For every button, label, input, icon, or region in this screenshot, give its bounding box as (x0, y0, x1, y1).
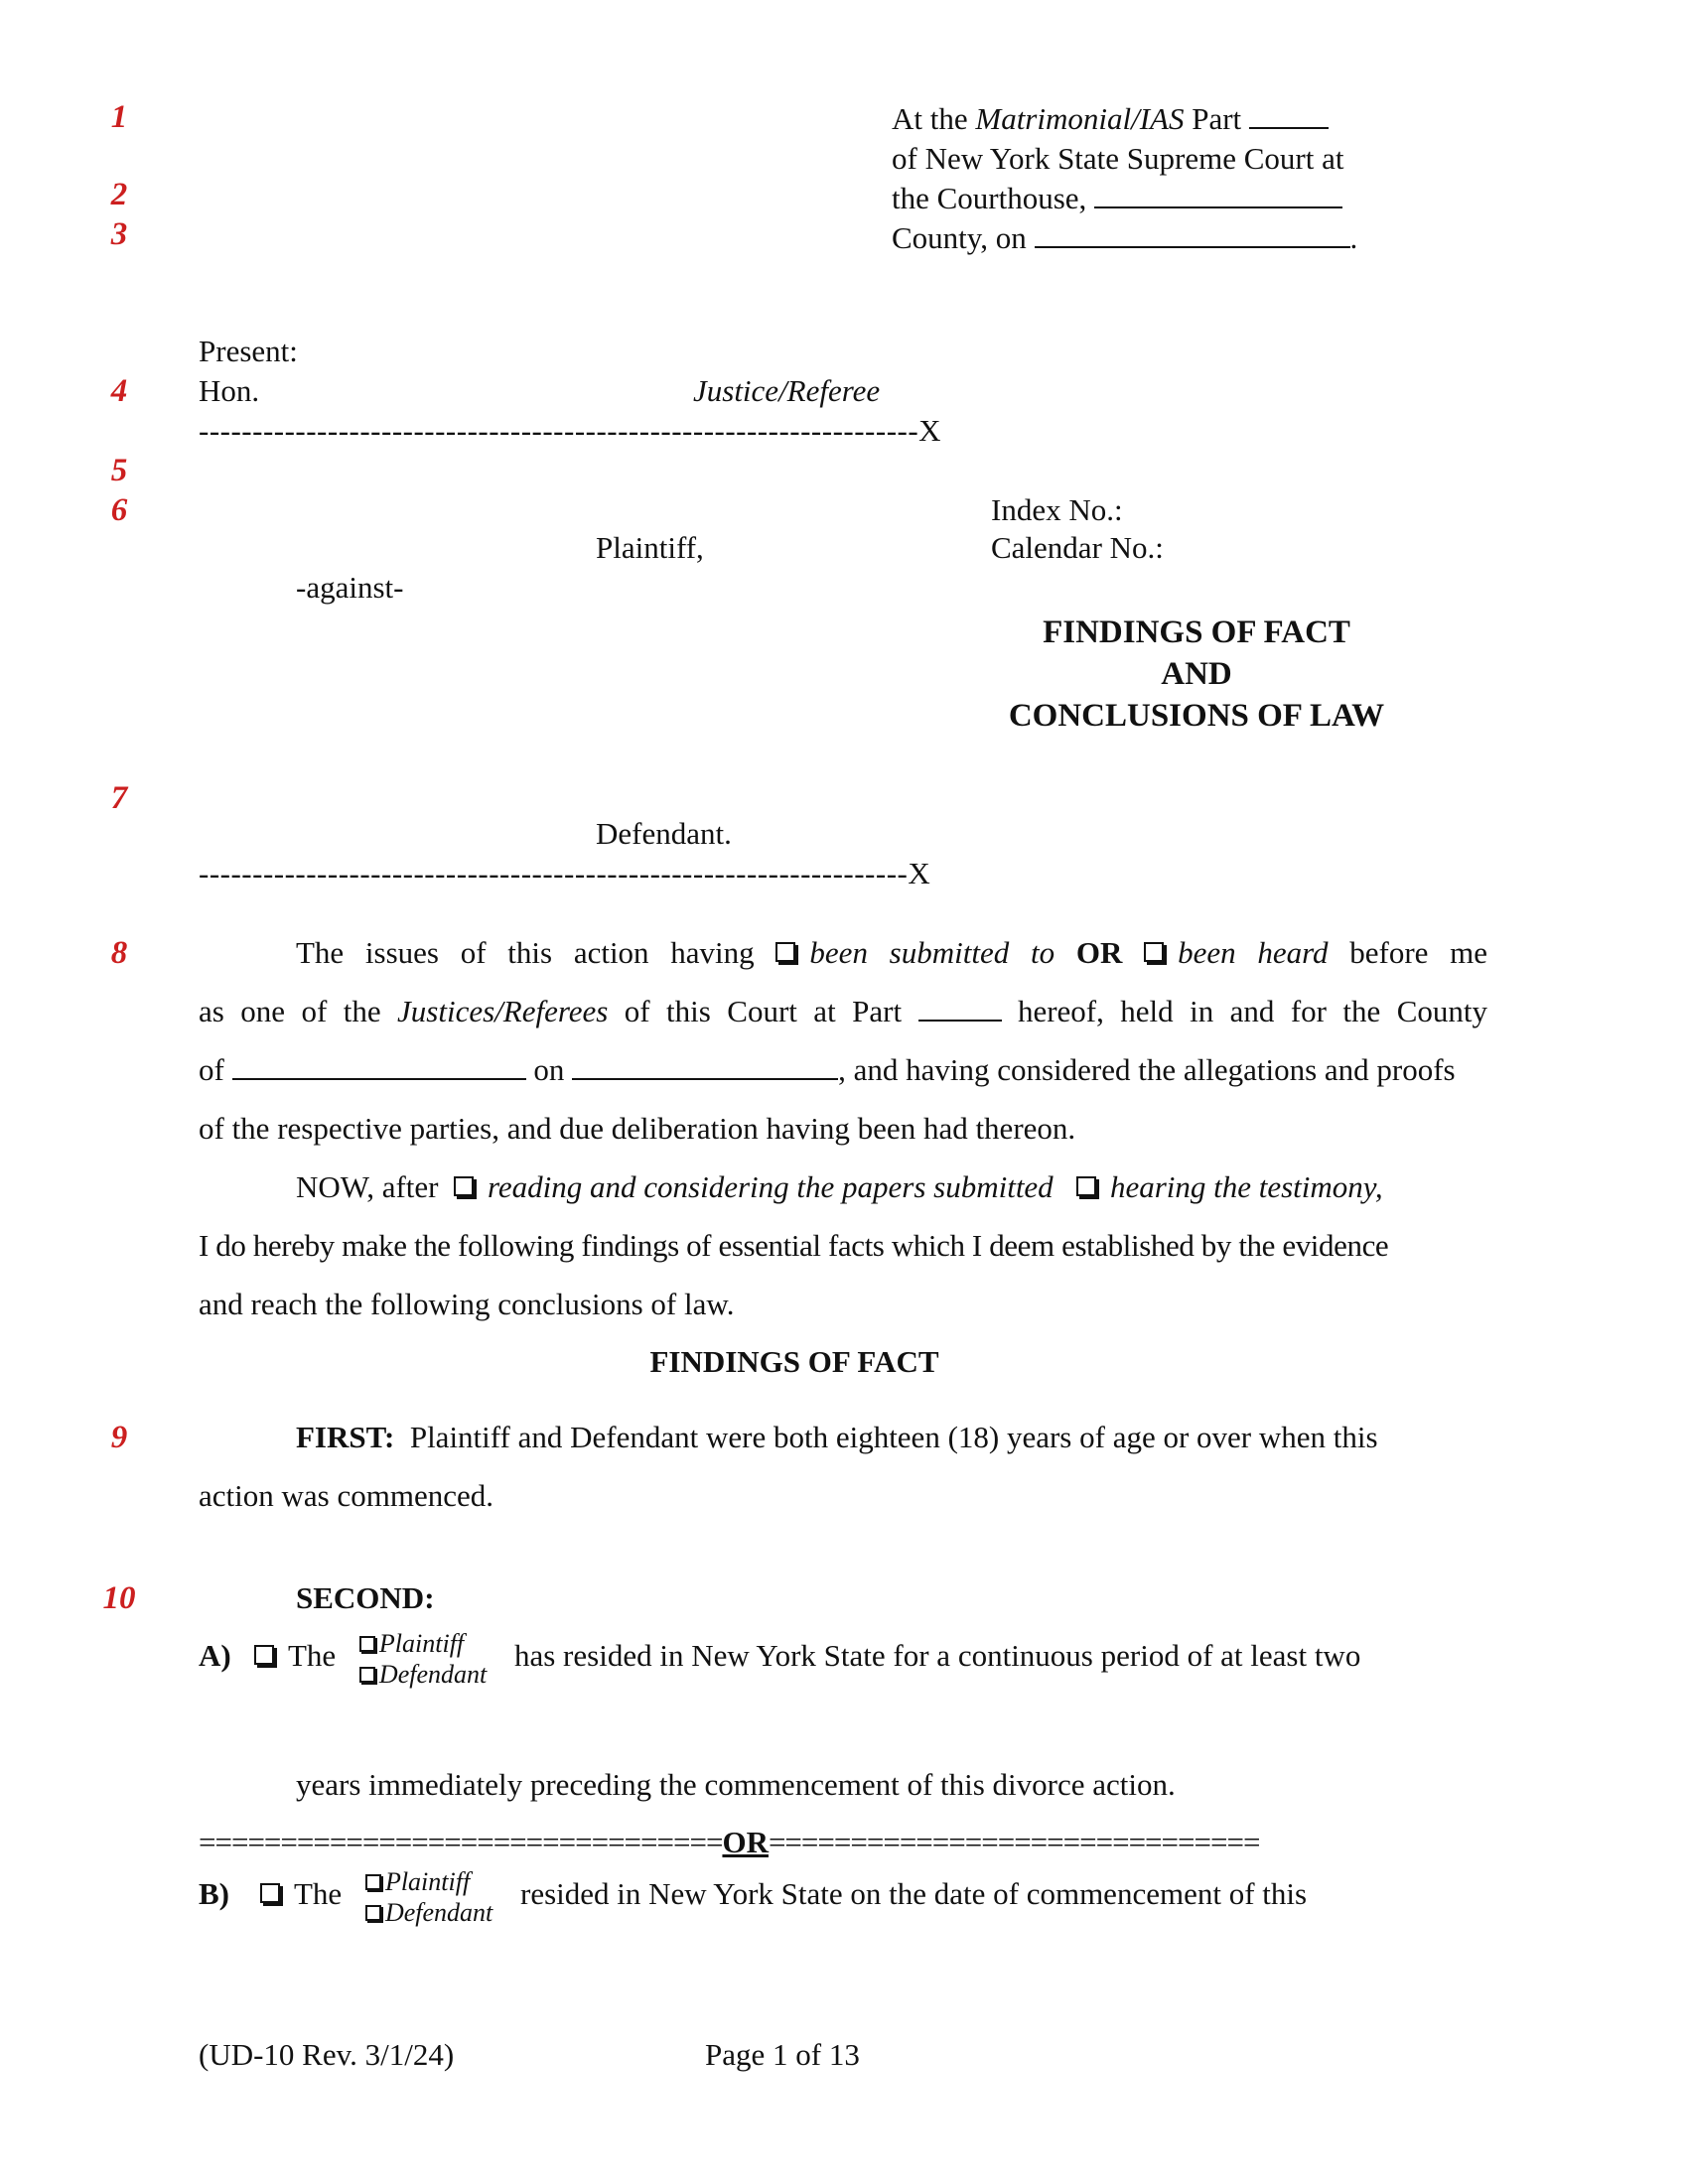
page-number: Page 1 of 13 (705, 2037, 860, 2072)
party-selector-b: Plaintiff Defendant (365, 1866, 492, 1928)
line-number: 4 (110, 373, 128, 409)
caption-block (892, 99, 1357, 258)
caption-divider-bottom: ------------------------------------------------------------------X (199, 856, 931, 890)
caption-line-1: At the Matrimonial/IAS Part (892, 99, 1357, 139)
testimony-checkbox[interactable] (1076, 1176, 1096, 1196)
body-line-4: of the respective parties, and due deliberation having been had thereon. (199, 1111, 1076, 1146)
line-number: 6 (110, 492, 128, 528)
plaintiff-b-checkbox[interactable] (365, 1874, 381, 1890)
line-number: 5 (110, 453, 128, 488)
option-b-row: B) The Plaintiff Defendant resided in New York State on the date of commencement of this (199, 1867, 1308, 1927)
first-finding: FIRST: Plaintiff and Defendant were both eighteen (18) years of age or over when this (296, 1420, 1378, 1454)
option-a-cont: years immediately preceding the commencement of this divorce action. (296, 1767, 1176, 1802)
body-line-3: of on , and having considered the allegations and proofs (199, 1052, 1456, 1087)
date-blank[interactable] (1035, 220, 1350, 248)
index-no-label: Index No.: (991, 492, 1123, 527)
party-selector-a: Plaintiff Defendant (359, 1628, 487, 1690)
line-number: 10 (102, 1580, 136, 1616)
courthouse-blank[interactable] (1094, 181, 1342, 208)
line-number: 3 (110, 216, 128, 252)
papers-checkbox[interactable] (454, 1176, 474, 1196)
caption-line-4: County, on . (892, 220, 1358, 255)
defendant-label: Defendant. (596, 816, 732, 851)
form-id: (UD-10 Rev. 3/1/24) (199, 2037, 455, 2072)
plaintiff-a-checkbox[interactable] (359, 1636, 375, 1652)
plaintiff-label: Plaintiff, (596, 530, 704, 565)
option-a-checkbox[interactable] (254, 1645, 274, 1665)
defendant-b-checkbox[interactable] (365, 1905, 381, 1921)
caption-divider-top: -------------------------------------------------------------------X (199, 413, 942, 448)
option-b-checkbox[interactable] (260, 1883, 280, 1903)
caption-line-2: of New York State Supreme Court at (892, 141, 1344, 176)
calendar-no-label: Calendar No.: (991, 530, 1164, 565)
second-finding-label: SECOND: (296, 1580, 435, 1615)
heard-checkbox[interactable] (1144, 942, 1164, 962)
against-label: -against- (296, 570, 404, 605)
line-number: 2 (110, 177, 128, 212)
caption-line-3: the Courthouse, (892, 179, 1357, 218)
submitted-checkbox[interactable] (775, 942, 795, 962)
first-finding-cont: action was commenced. (199, 1478, 493, 1513)
body-line-1: The issues of this action having been submitted to OR been heard before me (296, 935, 1488, 970)
line-number: 8 (110, 935, 128, 971)
part-number-blank[interactable] (918, 994, 1002, 1022)
body-line-2: as one of the Justices/Referees of this Court at Part hereof, held in and for the County (199, 994, 1488, 1028)
document-title: FINDINGS OF FACT AND CONCLUSIONS OF LAW (1008, 614, 1385, 734)
line-number: 9 (110, 1420, 128, 1455)
body-line-7: and reach the following conclusions of law. (199, 1287, 735, 1321)
body-line-5: NOW, after reading and considering the papers submitted hearing the testimony, (296, 1169, 1383, 1204)
line-number: 7 (110, 780, 128, 816)
defendant-a-checkbox[interactable] (359, 1667, 375, 1683)
option-a-row: A) The Plaintiff Defendant has resided in New York State for a continuous period of at least two (199, 1629, 1361, 1689)
hearing-date-blank[interactable] (572, 1052, 838, 1080)
hon-label: Hon. (199, 373, 260, 408)
present-label: Present: (199, 334, 298, 368)
or-separator: ================================OR============================== (199, 1825, 1260, 1859)
county-blank[interactable] (232, 1052, 526, 1080)
justice-referee-label: Justice/Referee (693, 373, 881, 408)
findings-heading: FINDINGS OF FACT (649, 1344, 939, 1379)
line-number: 1 (110, 99, 128, 135)
body-line-6: I do hereby make the following findings of essential facts which I deem established by the evidence (199, 1228, 1389, 1263)
part-blank[interactable] (1249, 101, 1329, 129)
